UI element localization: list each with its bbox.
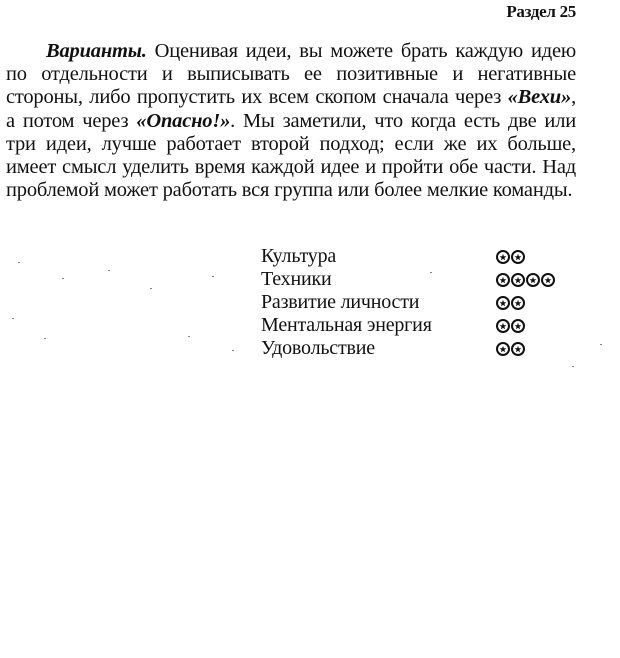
rating-row xyxy=(261,268,581,291)
scan-speck xyxy=(44,338,46,339)
paragraph-run: . Мы заметили, что когда есть две или три идеи, лучше работает второй подход; если же их больше, имеет смысл уделить время каждой идее и пройти обе части. Над проблемой может работать вся группа или более мелкие команды. xyxy=(6,109,576,202)
star-in-circle-icon xyxy=(511,319,525,333)
term-opasno: «Опасно!» xyxy=(136,109,231,132)
scan-speck xyxy=(188,336,190,337)
term-vekhi: «Вехи» xyxy=(507,86,572,109)
rating-label: Развитие личности xyxy=(261,291,420,313)
lead-term: Варианты. xyxy=(46,40,147,62)
star-in-circle-icon xyxy=(496,250,510,264)
ratings-table xyxy=(261,245,581,360)
scan-speck xyxy=(150,288,152,289)
paragraph-run: , а потом через xyxy=(6,86,576,132)
rating-label: Удовольствие xyxy=(261,337,375,359)
rating-stars xyxy=(496,250,526,264)
rating-row xyxy=(261,291,581,314)
star-in-circle-icon xyxy=(526,273,540,287)
star-in-circle-icon xyxy=(511,273,525,287)
scan-speck xyxy=(18,262,20,263)
rating-row xyxy=(261,314,581,337)
star-in-circle-icon xyxy=(496,296,510,310)
scan-speck xyxy=(572,366,574,367)
rating-stars xyxy=(496,319,526,333)
star-in-circle-icon xyxy=(511,342,525,356)
rating-row xyxy=(261,337,581,360)
body-paragraph xyxy=(6,40,576,202)
scan-speck xyxy=(430,272,432,273)
star-in-circle-icon xyxy=(541,273,555,287)
scan-speck xyxy=(600,344,602,345)
rating-label: Ментальная энергия xyxy=(261,314,432,336)
rating-stars xyxy=(496,273,556,287)
rating-label: Техники xyxy=(261,268,332,290)
rating-stars xyxy=(496,342,526,356)
star-in-circle-icon xyxy=(496,342,510,356)
scan-speck xyxy=(62,278,64,279)
star-in-circle-icon xyxy=(496,273,510,287)
scan-speck xyxy=(232,350,234,351)
star-in-circle-icon xyxy=(496,319,510,333)
scan-speck xyxy=(12,318,14,319)
star-in-circle-icon xyxy=(511,250,525,264)
rating-stars xyxy=(496,296,526,310)
scan-speck xyxy=(212,276,214,277)
paragraph-run: Оценивая идеи, вы можете брать каждую идею по отдельности и выписывать ее позитивные и негативные стороны, либо пропустить их всем скопом сначала через xyxy=(6,40,576,109)
rating-label: Культура xyxy=(261,245,337,267)
scan-speck xyxy=(108,270,110,271)
star-in-circle-icon xyxy=(511,296,525,310)
rating-row xyxy=(261,245,581,268)
section-header: Раздел 25 xyxy=(506,2,576,21)
